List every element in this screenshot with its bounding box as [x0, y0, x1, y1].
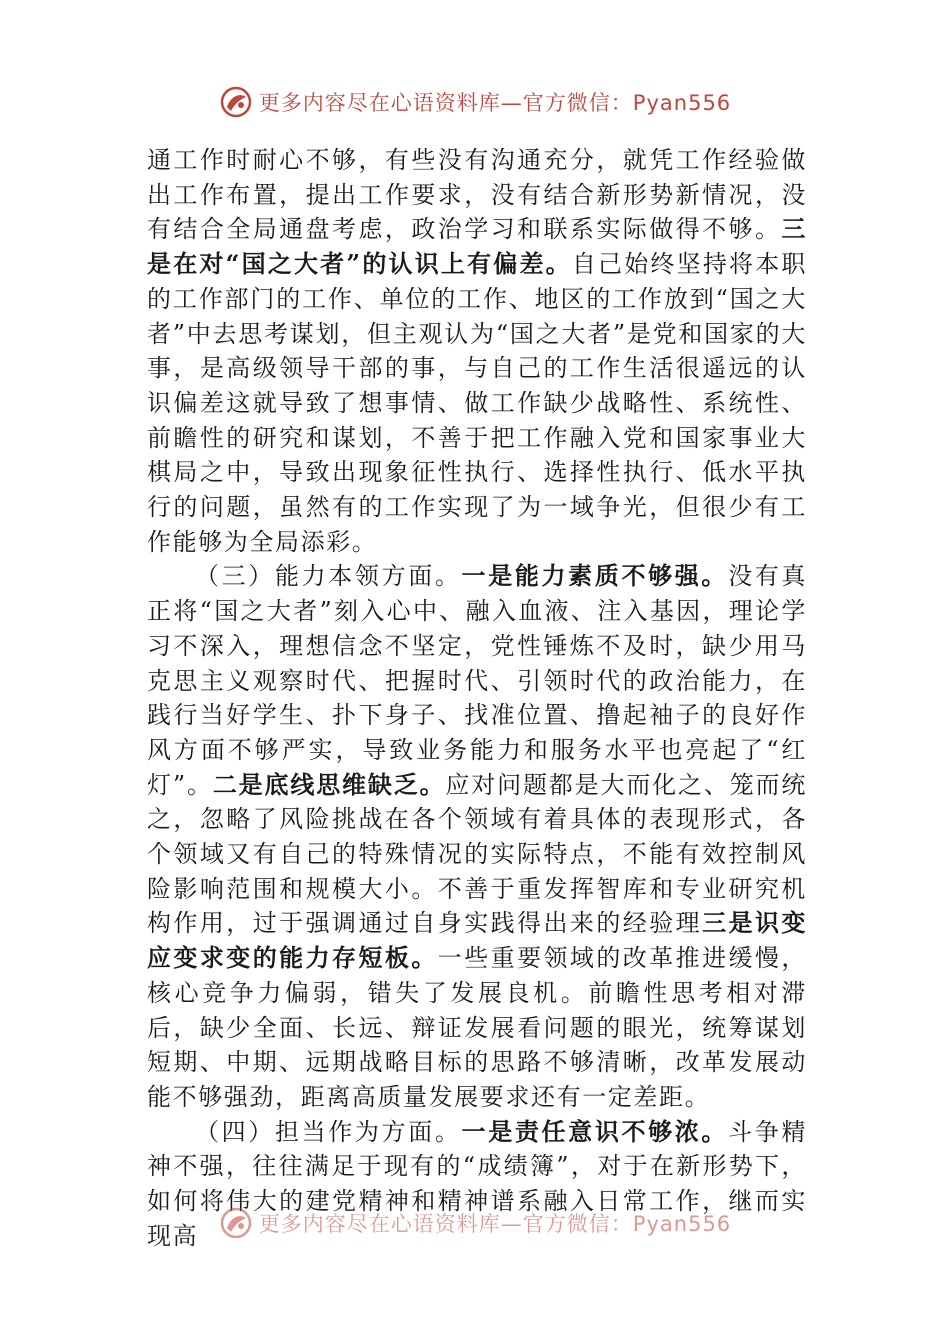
- paragraph-text: （四）担当作为方面。: [195, 1117, 462, 1146]
- seal-logo-icon: [219, 85, 253, 119]
- seal-logo-icon: [219, 1208, 253, 1238]
- paragraph: [147, 559, 807, 1114]
- watermark-bottom: [0, 1208, 950, 1238]
- paragraph: [147, 143, 807, 559]
- bold-heading-text: 三是在对“国之大者”的认识上有偏差。: [147, 214, 807, 279]
- bold-heading-text: 一是责任意识不够浓。: [461, 1116, 729, 1146]
- bold-heading-text: 三是识变应变求变的能力存短板。: [147, 908, 807, 973]
- paragraph-text: 斗争精神不强，往往满足于现有的“成绩簿”，对于在新形势下，如何将伟大的建党精神和精神谱系融入日常工作，继而实现高: [147, 1117, 808, 1250]
- watermark-top: [0, 82, 950, 122]
- paragraph-text: 应对问题都是大而化之、笼而统之，忽略了风险挑战在各个领域有着具体的表现形式，各个领域又有自己的特殊情况的实际特点，不能有效控制风险影响范围和规模大小。不善于重发挥智库和专业研究机构作用，过于强调通过自身实践得出来的经验理: [147, 770, 807, 938]
- paragraph-text: 自己始终坚持将本职的工作部门的工作、单位的工作、地区的工作放到“国之大者”中去思考谋划，但主观认为“国之大者”是党和国家的大事，是高级领导干部的事，与自己的工作生活很遥远的认识偏差这就导致了想事情、做工作缺少战略性、系统性、前瞻性的研究和谋划，不善于把工作融入党和国家事业大棋局之中，导致出现象征性执行、选择性执行、低水平执行的问题，虽然有的工作实现了为一域争光，但很少有工作能够为全局添彩。: [147, 250, 807, 556]
- document-body: [147, 143, 807, 1254]
- paragraph-text: 一些重要领域的改革推进缓慢，核心竞争力偏弱，错失了发展良机。前瞻性思考相对滞后，缺少全面、长远、辩证发展看问题的眼光，统筹谋划短期、中期、远期战略目标的思路不够清晰，改革发展动能不够强劲，距离高质量发展要求还有一定差距。: [147, 944, 807, 1111]
- bold-heading-text: 一是能力素质不够强。: [461, 561, 729, 591]
- paragraph-text: （三）能力本领方面。: [195, 562, 462, 591]
- bold-heading-text: 二是底线思维缺乏。: [212, 769, 446, 799]
- paragraph-text: 没有真正将“国之大者”刻入心中、融入血液、注入基因，理论学习不深入，理想信念不坚定，党性锤炼不及时，缺少用马克思主义观察时代、把握时代、引领时代的政治能力，在践行当好学生、扑下身子、找准位置、撸起袖子的良好作风方面不够严实，导致业务能力和服务水平也亮起了“红灯”。: [147, 562, 808, 799]
- watermark-text: 更多内容尽在心语资料库—官方微信：Pyan556: [258, 1212, 732, 1236]
- paragraph-text: 通工作时耐心不够，有些没有沟通充分，就凭工作经验做出工作布置，提出工作要求，没有结合新形势新情况，没有结合全局通盘考虑，政治学习和联系实际做得不够。: [147, 146, 807, 244]
- watermark-text: 更多内容尽在心语资料库—官方微信：Pyan556: [258, 91, 732, 115]
